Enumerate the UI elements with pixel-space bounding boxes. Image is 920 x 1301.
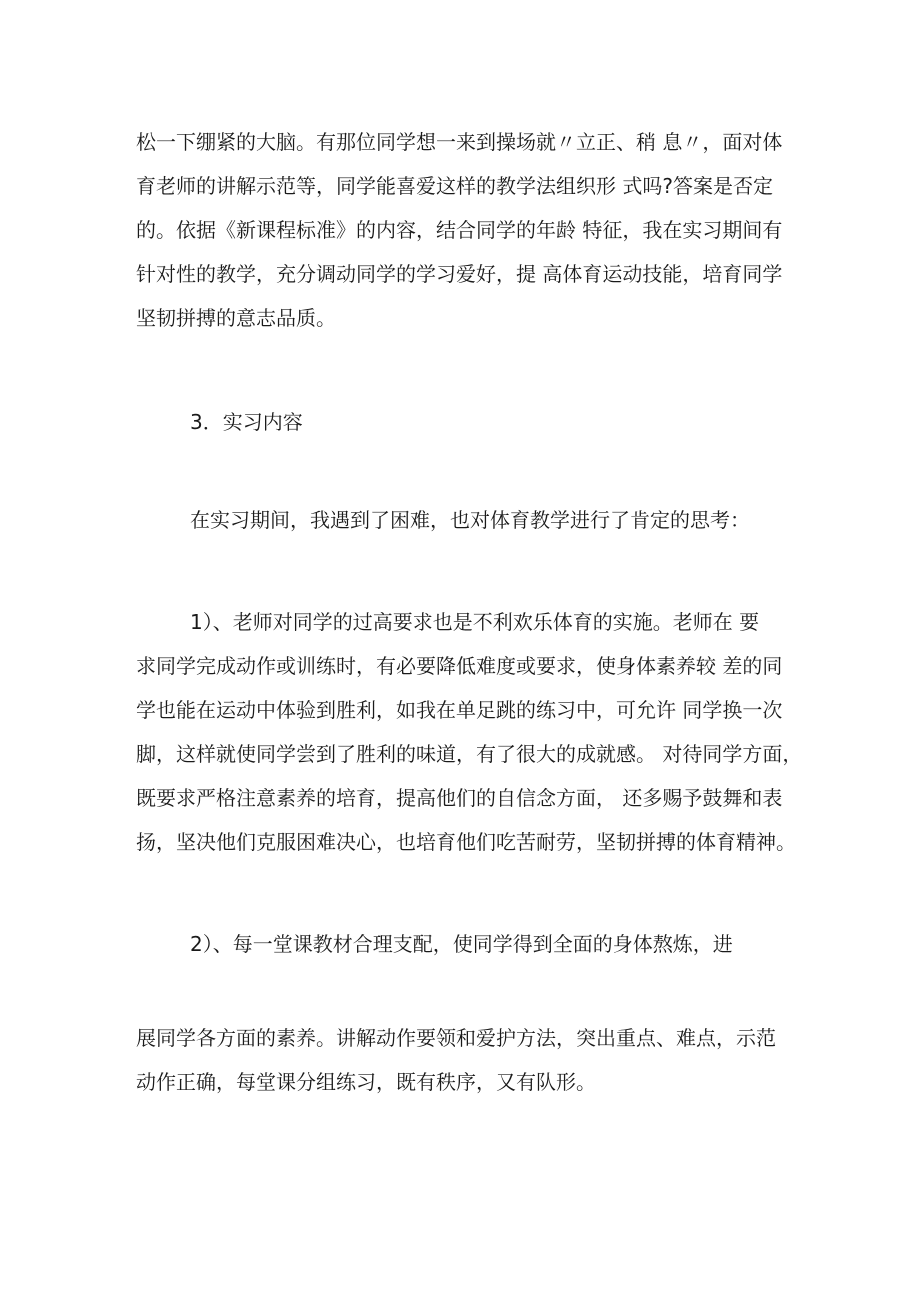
item2-line-1: 2）、每一堂课教材合理支配，使同学得到全面的身体熬炼，进 [190,932,733,956]
lead-paragraph: 在实习期间，我遇到了困难，也对体育教学进行了肯定的思考： [190,508,750,532]
item1-line-1: 1）、老师对同学的过高要求也是不利欢乐体育的实施。老师在 要 [190,610,760,634]
item2-line-2: 展同学各方面的素养。讲解动作要领和爱护方法，突出重点、难点，示范 [136,1026,776,1050]
item1-line-2: 求同学完成动作或训练时，有必要降低难度或要求，使身体素养较 差的同 [136,654,783,678]
intro-line-4: 针对性的教学，充分调动同学的学习爱好，提 高体育运动技能，培育同学 [136,262,783,286]
intro-line-1: 松一下绷紧的大脑。有那位同学想一来到操场就〃立正、稍 息〃，面对体 [136,130,783,154]
intro-line-2: 育老师的讲解示范等，同学能喜爱这样的教学法组织形 式吗?答案是否定 [136,174,773,198]
item1-line-3: 学也能在运动中体验到胜利，如我在单足跳的练习中，可允许 同学换一次 [136,698,783,722]
item2-line-3: 动作正确，每堂课分组练习，既有秩序，又有队形。 [136,1070,596,1094]
section-heading: 3．实习内容 [190,410,303,434]
intro-line-5: 坚韧拼搏的意志品质。 [136,306,336,330]
item1-line-6: 扬，坚决他们克服困难决心，也培育他们吃苦耐劳，坚韧拼搏的体育精神。 [136,830,796,854]
intro-line-3: 的。依据《新课程标准》的内容，结合同学的年龄 特征，我在实习期间有 [136,218,783,242]
item1-line-4: 脚，这样就使同学尝到了胜利的味道，有了很大的成就感。 对待同学方面， [136,742,803,766]
item1-line-5: 既要求严格注意素养的培育，提高他们的自信念方面， 还多赐予鼓舞和表 [136,786,783,810]
